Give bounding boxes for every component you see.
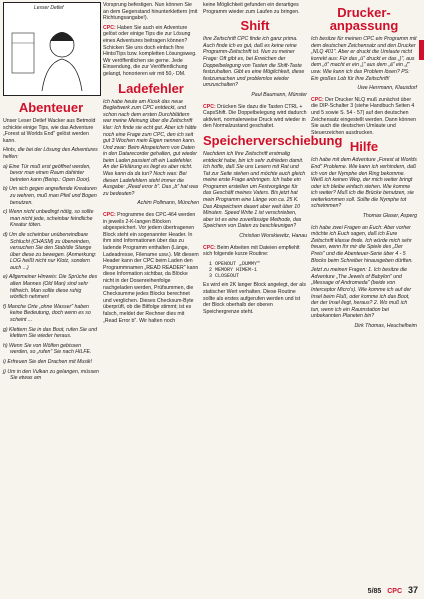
list-item: b) Um sich gegen angreifende Kreaturen zu wehren, muß man Pfeil und Bogen benutzen. bbox=[3, 186, 97, 206]
page-number: 37 bbox=[407, 585, 418, 595]
col3-reply-2 bbox=[203, 245, 307, 258]
col3-reply-2-text: Beim Arbeiten mit Dateien empfiehlt sich folgende kurze Routine: bbox=[203, 244, 300, 258]
heading-hilfe: Hilfe bbox=[349, 139, 379, 155]
column-4 bbox=[311, 2, 417, 581]
reader-sketch-illustration bbox=[3, 2, 101, 96]
column-3 bbox=[203, 2, 343, 581]
col2-reply-2-text: Programme des CPC-464 werden in jeweils 2-K-langen Blöcken abgespeichert. Vor jedem übertragenen Block steht ein sogenannter Header. In ihm sind Informationen über das zu ladende Programm enthalten (Länge, Ladeadresse, Filename usw.). Mit diesem Header kann der CPC beim Laden den Programmnamen „READ READER" kann diese Information sichtbar, da Blöcke nicht in der Dosenreihenfolge nachgeladen werden, Prüfsummen, die Checksumme jedes Blocks berechnet und verglichen. Dieses Checksum-Byte überprüft, ob die Bitfolge stimmt; ist es falsch, meldet der Rechner dies mit „Read Error b". Wir halten noch bbox=[103, 212, 199, 324]
col1-hints-intro: Hints, die bei der Lösung des Adventures helfen: bbox=[3, 147, 98, 160]
col3-top: keine Möglichkeit gefunden ein derartiges Programm wieder zum Laufen zu bringen. bbox=[203, 2, 300, 15]
col4-signature-4: Dirk Thomas, Heuchelheim bbox=[354, 322, 417, 329]
list-item: j) Um in den Vulkan zu gelangen, müssen Sie etwas am bbox=[3, 368, 99, 382]
cpc-label: CPC: bbox=[311, 96, 324, 103]
code-listing: 1 OPENOUT „DUMMY" 2 MEMORY HIMEM-1 3 CLOSEOUT bbox=[209, 260, 261, 280]
col2-reply-1 bbox=[103, 25, 199, 78]
page-edge-tab bbox=[419, 40, 424, 60]
cpc-label: CPC: bbox=[203, 244, 216, 251]
page-footer bbox=[368, 585, 418, 595]
heading-druckeranpassung: Drucker- anpassung bbox=[329, 5, 399, 33]
heading-speicherverschiebung: Speicherverschiebung bbox=[203, 132, 343, 148]
list-item: e) Allgemeiner Hinweis: Die Sprüche des alten Mannes (Old Man) sind sehr hilfreich. Man sollte diese ruhig wörtlich nehmen! bbox=[3, 274, 98, 301]
cpc-label: CPC: bbox=[203, 103, 216, 110]
col2-letter: Ich habe heute am Kiosk das neue Begleitwerk zum CPC entdeckt, und schon nach dem ersten Durchblättern war meine Meinung über die Zeitschrift klar: Ich finde sie echt gut. Aber ich hätte noch eine Frage zum CPC, den ich seit gut 3 Wochen mein Eigen nennen kann. Und zwar: Beim Abspeichern von Daten in den Datarecorder gehalten, gut wieder beim Laden passiert oft ein Ladefehler. An der Erklärung es liegt es aber nicht. Was kann da da tun? Noch was: Bei diesen Ladefehlern steht immer die Ausgabe: „Read error b". Das „b" hat was zu bedeuten? bbox=[103, 98, 199, 197]
col1-intro: Unser Leser Detlef Wacker aus Betmold schickte einige Tips, wie das Adventure „Forest at Worlds End" gelöst werden kann. bbox=[3, 118, 96, 144]
sketch-label: Lesser Detlef bbox=[34, 5, 64, 11]
heading-shift: Shift bbox=[240, 18, 270, 34]
col3-signature-1: Paul Baumann, Münster bbox=[251, 91, 307, 98]
column-1 bbox=[3, 97, 99, 581]
col4-reply-1 bbox=[311, 97, 417, 137]
col4-letter-1: Ich besitze für meinen CPC ein Programm mit dem deutschen Zeichensatz und den Drucker „NLQ 401". Aber er druckt die Umlaute nicht korrekt aus: Für das „ü" druckt er das „}", aus dem „ö" macht er ein „|" aus dem „ä" ein „{" usw. Wie kann ich das Problem lösen? PS: Ein großes Lob für Ihre Zeitschrift! bbox=[311, 36, 417, 82]
col4-reply-1-text: Der Drucker NLQ muß zunächst über die DIP-Schalter 3 (siehe Handbuch Seiten 4 und 5 sowie S. 54 - 57) auf den deutschen Zeichensatz eingestellt werden. Dann können Sie auch die deutschen Umlaute und Steuerzeichen ausdrucken. bbox=[311, 96, 416, 136]
col3-reply-1-text: Drücken Sie dazu die Tasten CTRL + CapsShift. Die Doppelbelegung wird dadurch aktiviert, normalerweise Druck wird wieder in den Normalzustand geschaltet. bbox=[203, 103, 307, 130]
col2-signature: Achim Pollmann, München bbox=[137, 200, 199, 207]
col4-letter-4: Jetzt zu meinen Fragen: 1. Ich besitze die Adventure „The Jewels of Babylon" und „Message of Andromeda" (beide von Interceptor Micro's). Wie komme ich auf der Insel beim Fluß, oder komme ich das Boot, der der Insel liegt, heraus? 2. Wo muß ich tun, wenn ich ein Raumstation bei unbekannten Planeten bin? bbox=[311, 267, 412, 320]
list-item: f) Manche Orte „ohne Wasser" haben keine Bedeutung, doch wenn es so scheint ... bbox=[3, 303, 91, 324]
col3-letter-2: Nachdem ich Ihre Zeitschrift erstmalig entdeckt habe, bin ich sehr zufrieden damit. Ich hoffe, daß Sie uns Lesern mit Rat und Tat zur Seite stehen und möchte auch gleich meine erste Frage anbringen. Ich habe ein Programm erstellen um Festvorgänge für das Geschäft meines Vaters. Bis jetzt hat mein Programm eine Länge von ca. 25 K. Das Abspeichern dauert aber weit über 10 Minuten. Speed Write 1 ist verschrieben, aber ist es eine zuverlässige Methode, das Speichern von Daten zu beschleunigen? bbox=[203, 150, 306, 230]
heading-ladefehler: Ladefehler bbox=[118, 80, 184, 96]
cpc-label: CPC: bbox=[103, 212, 116, 219]
col3-signature-2: Christian Worskiewitz, Hanau bbox=[239, 233, 307, 240]
col4-signature-1: Uwe Herrmann, Klausdorf bbox=[357, 85, 417, 92]
hints-list bbox=[3, 164, 99, 382]
column-2 bbox=[103, 2, 199, 581]
issue-number: 5/85 bbox=[367, 588, 382, 595]
person-drawing-icon bbox=[4, 3, 100, 95]
list-item: d) Um die scheinbar unüberwindbare Schlucht (CHASM) zu überwinden, versuchen Sie den Stab/die Stange über diese zu bewegen. (Anmerkung: LOG heißt nicht nur Klotz, sondern auch ...) bbox=[3, 231, 97, 271]
col4-signature-2: Thomas Glaser, Asperg bbox=[362, 213, 417, 220]
list-item: g) Klettern Sie in das Boot, rufen Sie und klettern Sie wieder heraus. bbox=[3, 326, 98, 340]
brand-name: CPC bbox=[387, 588, 403, 595]
cpc-label: CPC: bbox=[103, 24, 116, 31]
col3-reply-1 bbox=[203, 104, 307, 130]
col2-reply-1-text: Haben Sie auch ein Adventure gelöst oder einige Tips die zur Lösung eines Adventures beitragen können? Schicken Sie uns doch einfach Ihre Hints/Tips bzw. kompletten Lösungsweg. Wir veröffentlichen sie gerne. Jede Einsendung, die zur Veröffentlichung gelangt, honorieren wir mit 50,- DM. bbox=[103, 24, 197, 77]
list-item: h) Wenn Sie von Wölfen gebissen werden, so „rufen" Sie nach HILFE. bbox=[3, 342, 92, 356]
col2-reply-2 bbox=[103, 212, 199, 324]
list-item: i) Erfreuen Sie den Drachen mit Musik! bbox=[3, 359, 93, 365]
col2-top: Vorsprung befestigen. Nun können Sie an dem Gegenstand hinunterklettern (mit Richtungsangabe!). bbox=[103, 2, 198, 22]
heading-abenteuer: Abenteuer bbox=[18, 100, 84, 115]
list-item: a) Eine Tür muß erst geöffnet werden, bevor man einen Raum dahinter betreten kann (Beisp.: Open Door). bbox=[3, 163, 91, 183]
col3-reply-3: Es wird ein 2K langer Block angelegt, der als statischer Wert verhalten. Diese Routine sollte als erstes aufgerufen werden und ist der Block oberhalb der oberen Speichergrenze steht. bbox=[203, 282, 306, 315]
list-item: c) Wenn nicht unbedingt nötig, so sollte man nicht jede, scheinbar feindliche Kreatur töten. bbox=[3, 209, 94, 229]
col4-letter-2: Ich habe mit dem Adventure „Forest at Worlds End" Probleme. Wie kann ich verhindern, daß ich von der Nymphe den Ring bekomme. Weiß ich keinen Weg, der mich weiter bringt oder ich bleibe einfach stehen. Wie komme ich weiter? Muß ich die Brücke benutzen, sie weiterkommen soll. Sollte die Nymphe tot schwimmen? bbox=[311, 157, 417, 210]
col4-letter-3: Ich habe zwei Fragen an Euch: Aber vorher möchte ich Euch sagen, daß ich Eure Zeitschrift klasse finde. Ich würde mich sehr freuen, wenn Ihr mir die Spiele des „Der Preis" und die Abenteuer-Serie über 4 - 5 Blocks beim Schreiber hinausgeben dürften. bbox=[311, 224, 413, 264]
col3-letter-1: Ihre Zeitschrift CPC finde ich ganz prima. Auch finde ich es gut, daß es keine reine Programm-Zeitschrift ist. Nun zu meiner Frage: Oft gibt es, bei Erreichen der Doppelbelegung von Tasten die Shift-Taste festzuhalten. Gibt es eine Möglichkeit, diese festzumachen und problemlos wieder umzuschalten? bbox=[203, 36, 305, 89]
